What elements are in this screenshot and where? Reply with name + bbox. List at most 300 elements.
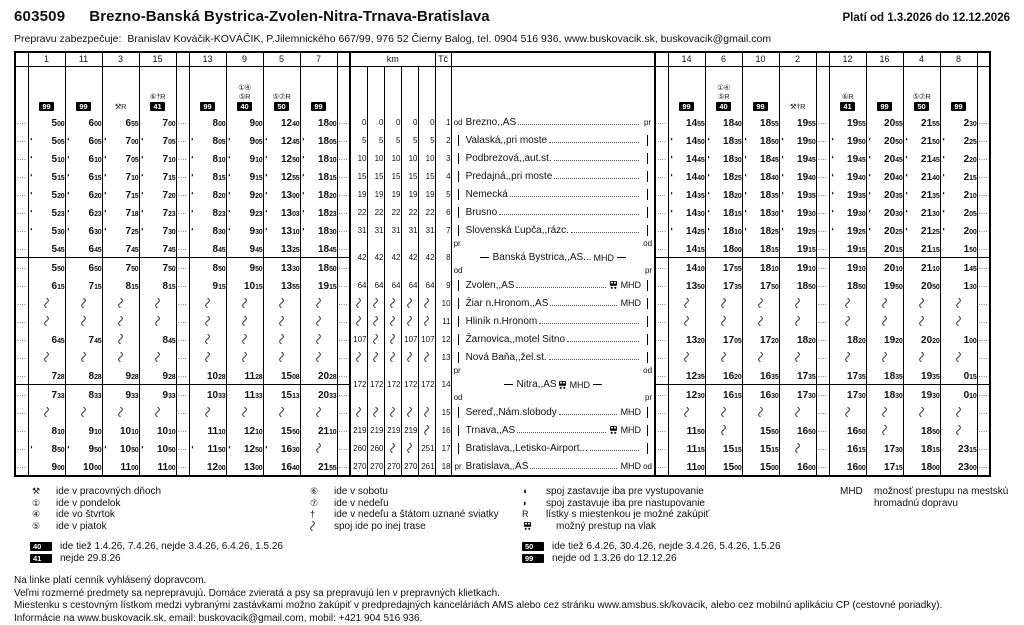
station-cell [451, 439, 655, 457]
legend-item [30, 521, 308, 533]
time-cell: 2155 [300, 457, 337, 476]
km-cell: 270 [384, 457, 401, 476]
km-cell: 22 [418, 203, 435, 221]
alternate-route-wave-icon [155, 352, 160, 362]
station-name: Bratislava,,AS [466, 461, 529, 472]
skip-cell [866, 403, 903, 421]
ellipsis-cell: .... [977, 221, 990, 239]
skip-cell [102, 312, 139, 330]
column-symbols [668, 67, 705, 114]
stop-restriction-icon: ◖ [707, 209, 711, 215]
ellipsis-cell: .... [337, 403, 350, 421]
note-badge: 99 [951, 102, 965, 111]
skip-cell [668, 312, 705, 330]
alternate-route-wave-icon [919, 298, 924, 308]
time-cell: 1730 [779, 385, 816, 404]
route-line [452, 425, 465, 436]
ellipsis-cell: .... [176, 366, 189, 385]
legend-text: ide vo štvrtok [56, 509, 115, 521]
time-cell: ◗ 515 [28, 167, 65, 185]
station-row [15, 457, 990, 476]
time-cell: 1730 [866, 439, 903, 457]
km-cell: 10 [350, 149, 367, 167]
km-cell [384, 403, 401, 421]
km-cell: 64 [418, 276, 435, 294]
route-line [452, 171, 465, 182]
time-cell: 1650 [829, 421, 866, 439]
skip-cell [940, 312, 977, 330]
alternate-route-wave-icon [373, 352, 378, 362]
alternate-route-wave-icon [882, 407, 887, 417]
stop-restriction-icon: ◗ [228, 137, 232, 143]
time-cell: ◖ 1820 [705, 185, 742, 203]
time-cell: 933 [102, 385, 139, 404]
alternate-route-wave-icon [390, 298, 395, 308]
ellipsis-cell: .... [816, 149, 829, 167]
header [14, 8, 1010, 25]
time-cell: ◖ 1840 [742, 167, 779, 185]
alternate-route-wave-icon [356, 407, 361, 417]
stop-restriction-icon: ◗ [228, 191, 232, 197]
alternate-route-wave-icon [205, 298, 210, 308]
stop-restriction-icon: ◗ [265, 155, 269, 161]
note-text: nejde 29.8.26 [60, 553, 522, 564]
route-line [452, 135, 465, 146]
skip-cell [300, 348, 337, 366]
time-cell: 810 [28, 421, 65, 439]
time-cell: 1750 [742, 276, 779, 294]
ellipsis-cell: .... [977, 239, 990, 258]
station-name: Brezno,,AS [466, 117, 517, 128]
time-cell: 910 [65, 421, 102, 439]
time-cell: ◖ 1935 [779, 185, 816, 203]
km-cell [401, 403, 418, 421]
stop-restriction-icon: ◗ [141, 209, 145, 215]
time-cell: 1800 [705, 239, 742, 258]
time-cell: ◖ 1945 [779, 149, 816, 167]
operating-days-symbols: ⑤R [239, 93, 251, 101]
stop-restriction-icon: ◗ [67, 227, 71, 233]
time-cell: 1325 [263, 239, 300, 258]
time-cell: ◖ 850 [28, 439, 65, 457]
route-line [641, 407, 654, 418]
alternate-route-wave-icon [919, 407, 924, 417]
footer-line: Veľmi rozmerné predmety sa neprepravujú. Domáce zvieratá a psy sa prepravujú len v prepravných klietkach. [14, 588, 1010, 601]
skip-cell [189, 403, 226, 421]
badge-note-group [30, 541, 522, 564]
stop-restriction-icon: ◖ [228, 445, 232, 451]
station-row [15, 439, 990, 457]
ellipsis-cell: .... [15, 113, 28, 131]
station-row [15, 221, 990, 239]
alternate-route-wave-icon [308, 521, 334, 533]
km-cell [350, 348, 367, 366]
time-cell: 2050 [903, 276, 940, 294]
legend-item [30, 498, 308, 510]
route-line [641, 280, 654, 291]
station-row [15, 113, 990, 131]
km-cell: 107 [401, 330, 418, 348]
note-badge: 99 [753, 102, 767, 111]
stop-restriction-icon: ◖ [868, 227, 872, 233]
alternate-route-wave-icon [758, 298, 763, 308]
route-line [641, 171, 654, 182]
stop-restriction-icon: ◗ [302, 137, 306, 143]
station-cell [451, 276, 655, 294]
time-cell: 1455 [668, 113, 705, 131]
time-cell: 1128 [226, 366, 263, 385]
station-cell [451, 348, 655, 366]
train-icon [558, 381, 567, 389]
ellipsis-cell: .... [816, 276, 829, 294]
alternate-route-wave-icon [118, 316, 123, 326]
time-cell: ◖ 2130 [903, 203, 940, 221]
station-row [15, 366, 990, 385]
station-row [15, 403, 990, 421]
skip-cell [300, 312, 337, 330]
time-cell: 015 [940, 366, 977, 385]
stop-restriction-icon: ◗ [191, 227, 195, 233]
time-cell: 1715 [866, 457, 903, 476]
alternate-route-wave-icon [882, 298, 887, 308]
km-cell: 42 [367, 239, 384, 276]
route-line [452, 352, 465, 363]
footer-line: Informácie na www.buskovacik.sk, email: buskovacik@gmail.com, mobil: +421 904 516 936. [14, 613, 1010, 625]
legend-symbol: R [520, 509, 546, 521]
time-cell: 1600 [829, 457, 866, 476]
time-cell: 1915 [300, 276, 337, 294]
time-cell: ◗ 730 [139, 221, 176, 239]
ellipsis-cell: .... [816, 366, 829, 385]
time-cell: 1730 [829, 385, 866, 404]
station-name: Brusno [466, 207, 498, 218]
km-cell: 31 [384, 221, 401, 239]
station-row [15, 312, 990, 330]
tc-cell: 11 [435, 312, 451, 330]
ellipsis-cell: .... [176, 131, 189, 149]
stop-restriction-icon: ◖ [265, 445, 269, 451]
skip-cell [226, 330, 263, 348]
note-badge: 99 [522, 554, 544, 563]
skip-cell [742, 294, 779, 312]
skip-cell [65, 348, 102, 366]
alternate-route-wave-icon [882, 352, 887, 362]
time-cell: ◗ 923 [226, 203, 263, 221]
time-cell: ◗ 725 [102, 221, 139, 239]
column-symbols [226, 67, 263, 114]
time-cell: 100 [940, 330, 977, 348]
legend-text: ide v pondelok [56, 498, 121, 510]
km-cell: 172 [367, 366, 384, 403]
station-cell: pr od od pr Banská Bystrica,,AS... MHD [451, 239, 655, 276]
time-cell: ◖ 2125 [903, 221, 940, 239]
station-row [15, 276, 990, 294]
stop-restriction-icon: ◗ [191, 137, 195, 143]
time-cell: ◗ 1250 [263, 149, 300, 167]
time-cell: 850 [189, 258, 226, 277]
ellipsis-cell: .... [176, 239, 189, 258]
alternate-route-wave-icon [721, 425, 726, 435]
time-cell: 1640 [263, 457, 300, 476]
column-number: 5 [263, 52, 300, 67]
column-symbols [65, 67, 102, 114]
route-line [641, 352, 654, 363]
ellipsis-cell: .... [176, 348, 189, 366]
time-cell: 1110 [189, 421, 226, 439]
alternate-route-wave-icon [795, 407, 800, 417]
route-line [452, 298, 465, 309]
time-cell: 2010 [866, 258, 903, 277]
km-cell: 5 [401, 131, 418, 149]
alternate-route-wave-icon [684, 316, 689, 326]
alternate-route-wave-icon [373, 407, 378, 417]
skip-cell [300, 330, 337, 348]
alternate-route-wave-icon [316, 316, 321, 326]
timetable [14, 51, 991, 477]
stop-restriction-icon: ◖ [191, 445, 195, 451]
time-cell: ◖ 950 [65, 439, 102, 457]
alternate-route-wave-icon [795, 316, 800, 326]
time-cell: 1820 [829, 330, 866, 348]
station-name: Žiar n.Hronom,,AS [466, 298, 549, 309]
skip-cell [28, 294, 65, 312]
alternate-route-wave-icon [919, 316, 924, 326]
note-badge: 41 [840, 102, 854, 111]
tc-cell: 5 [435, 185, 451, 203]
stop-restriction-icon: ◗ [302, 191, 306, 197]
alternate-route-wave-icon [758, 352, 763, 362]
ellipsis-cell: .... [337, 203, 350, 221]
time-cell: ◖ 1940 [779, 167, 816, 185]
tc-cell: 16 [435, 421, 451, 439]
stop-restriction-icon: ◗ [30, 191, 34, 197]
skip-cell [65, 403, 102, 421]
km-cell: 15 [350, 167, 367, 185]
alternate-route-wave-icon [242, 298, 247, 308]
alternate-route-wave-icon [956, 407, 961, 417]
time-cell: 1650 [779, 421, 816, 439]
km-cell: 10 [384, 149, 401, 167]
time-cell: ◖ 1050 [102, 439, 139, 457]
time-cell: ◗ 1303 [263, 203, 300, 221]
time-cell: ◗ 630 [65, 221, 102, 239]
skip-cell [300, 294, 337, 312]
station-cell [451, 457, 655, 476]
arr-dep-label: od [641, 461, 654, 472]
legend-text: ide v piatok [56, 521, 107, 533]
legend-symbol: ⑦ [308, 498, 334, 510]
ellipsis-cell: .... [176, 403, 189, 421]
time-cell: ◖ 1825 [705, 167, 742, 185]
alternate-route-wave-icon [882, 425, 887, 435]
time-cell: 1915 [829, 239, 866, 258]
operating-days-symbols: ①④ [238, 84, 251, 92]
time-cell: ◗ 710 [102, 167, 139, 185]
time-cell: 1815 [742, 239, 779, 258]
station-row [15, 149, 990, 167]
time-cell: ◖ 200 [940, 221, 977, 239]
route-line [641, 298, 654, 309]
alternate-route-wave-icon [155, 407, 160, 417]
time-cell: ◖ 1445 [668, 149, 705, 167]
station-row [15, 185, 990, 203]
ellipsis-cell: .... [655, 203, 668, 221]
km-cell [384, 348, 401, 366]
alternate-route-wave-icon [407, 443, 412, 453]
stop-restriction-icon: ◗ [228, 173, 232, 179]
km-cell: 42 [401, 239, 418, 276]
alternate-route-wave-icon [242, 334, 247, 344]
column-symbols [189, 67, 226, 114]
time-cell: 1133 [226, 385, 263, 404]
stop-restriction-icon: ◖ [670, 155, 674, 161]
column-number: 9 [226, 52, 263, 67]
km-cell [367, 348, 384, 366]
ellipsis-cell: .... [15, 239, 28, 258]
train-icon [609, 426, 618, 434]
time-cell: 1615 [705, 385, 742, 404]
alternate-route-wave-icon [390, 407, 395, 417]
column-number: 16 [866, 52, 903, 67]
time-cell: 915 [189, 276, 226, 294]
stop-restriction-icon: ◖ [942, 209, 946, 215]
skip-cell [903, 312, 940, 330]
stop-restriction-icon: ◖ [744, 173, 748, 179]
ellipsis-cell: .... [176, 457, 189, 476]
alternate-route-wave-icon [279, 334, 284, 344]
alternate-route-wave-icon [795, 298, 800, 308]
stop-restriction-icon: ◗ [228, 227, 232, 233]
stop-restriction-icon: ◗ [67, 173, 71, 179]
time-cell: 745 [102, 239, 139, 258]
time-cell: ◖ 1945 [829, 149, 866, 167]
time-cell: 928 [139, 366, 176, 385]
alternate-route-wave-icon [845, 298, 850, 308]
skip-cell [742, 403, 779, 421]
alternate-route-wave-icon [205, 407, 210, 417]
stop-restriction-icon: ◖ [670, 209, 674, 215]
skip-cell [668, 294, 705, 312]
time-cell: 1835 [866, 366, 903, 385]
time-cell: 2110 [300, 421, 337, 439]
note-badge: 50 [274, 102, 288, 111]
station-name: Nová Baňa,,žel.st. [466, 352, 547, 363]
route-line [641, 225, 654, 236]
km-cell: 172 [384, 366, 401, 403]
stop-restriction-icon: ◖ [744, 227, 748, 233]
skip-cell [705, 403, 742, 421]
time-cell: ◗ 810 [189, 149, 226, 167]
km-cell: 10 [418, 149, 435, 167]
time-cell: ◖ 2050 [866, 131, 903, 149]
time-cell: 815 [102, 276, 139, 294]
time-cell: 1010 [102, 421, 139, 439]
time-cell: 1920 [866, 330, 903, 348]
skip-cell [866, 312, 903, 330]
stop-restriction-icon: ◗ [191, 191, 195, 197]
ellipsis-cell: .... [655, 149, 668, 167]
alternate-route-wave-icon [44, 298, 49, 308]
skip-cell [139, 294, 176, 312]
skip-cell [705, 348, 742, 366]
stop-restriction-icon: ◖ [831, 209, 835, 215]
column-symbols [705, 67, 742, 114]
skip-cell [189, 294, 226, 312]
column-symbols [28, 67, 65, 114]
ellipsis-cell: .... [655, 421, 668, 439]
tc-cell: 17 [435, 439, 451, 457]
ellipsis-cell: .... [655, 276, 668, 294]
time-cell: ◗ 710 [139, 149, 176, 167]
column-symbols [940, 67, 977, 114]
ellipsis-cell: .... [15, 457, 28, 476]
ellipsis-cell: .... [816, 185, 829, 203]
skip-cell [866, 294, 903, 312]
ellipsis-cell: .... [655, 366, 668, 385]
time-cell: 1513 [263, 385, 300, 404]
stop-restriction-icon: ◗ [228, 209, 232, 215]
ellipsis-cell: .... [655, 294, 668, 312]
time-cell: 1955 [829, 113, 866, 131]
stop-restriction-icon: ◗ [30, 137, 34, 143]
alternate-route-wave-icon [242, 352, 247, 362]
route-line [641, 443, 654, 454]
mhd-tag: MHD [570, 380, 591, 390]
ellipsis-cell: .... [816, 439, 829, 457]
skip-cell [779, 312, 816, 330]
route-line [641, 425, 654, 436]
time-cell: 715 [65, 276, 102, 294]
route-line [452, 443, 465, 454]
km-cell [350, 294, 367, 312]
skip-cell [866, 348, 903, 366]
ellipsis-cell: .... [816, 385, 829, 404]
time-cell: ◖ 210 [940, 185, 977, 203]
time-cell: ◖ 1835 [705, 131, 742, 149]
stop-restriction-icon: ◖ [141, 445, 145, 451]
time-cell: ◖ 2150 [903, 131, 940, 149]
alternate-route-wave-icon [424, 425, 429, 435]
ellipsis-cell: .... [337, 421, 350, 439]
time-cell: 1508 [263, 366, 300, 385]
ellipsis-cell: .... [15, 258, 28, 277]
time-cell: ◖ 1150 [189, 439, 226, 457]
ellipsis-cell: .... [176, 421, 189, 439]
stop-restriction-icon: ◖ [831, 173, 835, 179]
time-cell: 1850 [829, 276, 866, 294]
route-line [641, 153, 654, 164]
note-badge: 40 [237, 102, 251, 111]
legend-text: ide v pracovných dňoch [56, 486, 161, 498]
alternate-route-wave-icon [956, 352, 961, 362]
time-cell: ◗ 720 [139, 185, 176, 203]
legend-item [520, 498, 838, 510]
alternate-route-wave-icon [81, 407, 86, 417]
time-cell: 600 [65, 113, 102, 131]
km-cell [418, 403, 435, 421]
time-cell: ◖ 1425 [668, 221, 705, 239]
column-symbols [866, 67, 903, 114]
station-cell [451, 221, 655, 239]
legend-symbol: ④ [30, 509, 56, 521]
time-cell: 700 [139, 113, 176, 131]
station-name: Predajná,,pri moste [466, 171, 553, 182]
time-cell: 1915 [779, 239, 816, 258]
ellipsis-cell: .... [337, 258, 350, 277]
time-cell: ◖ 1630 [263, 439, 300, 457]
time-cell: ◗ 905 [226, 131, 263, 149]
ellipsis-cell: .... [977, 330, 990, 348]
